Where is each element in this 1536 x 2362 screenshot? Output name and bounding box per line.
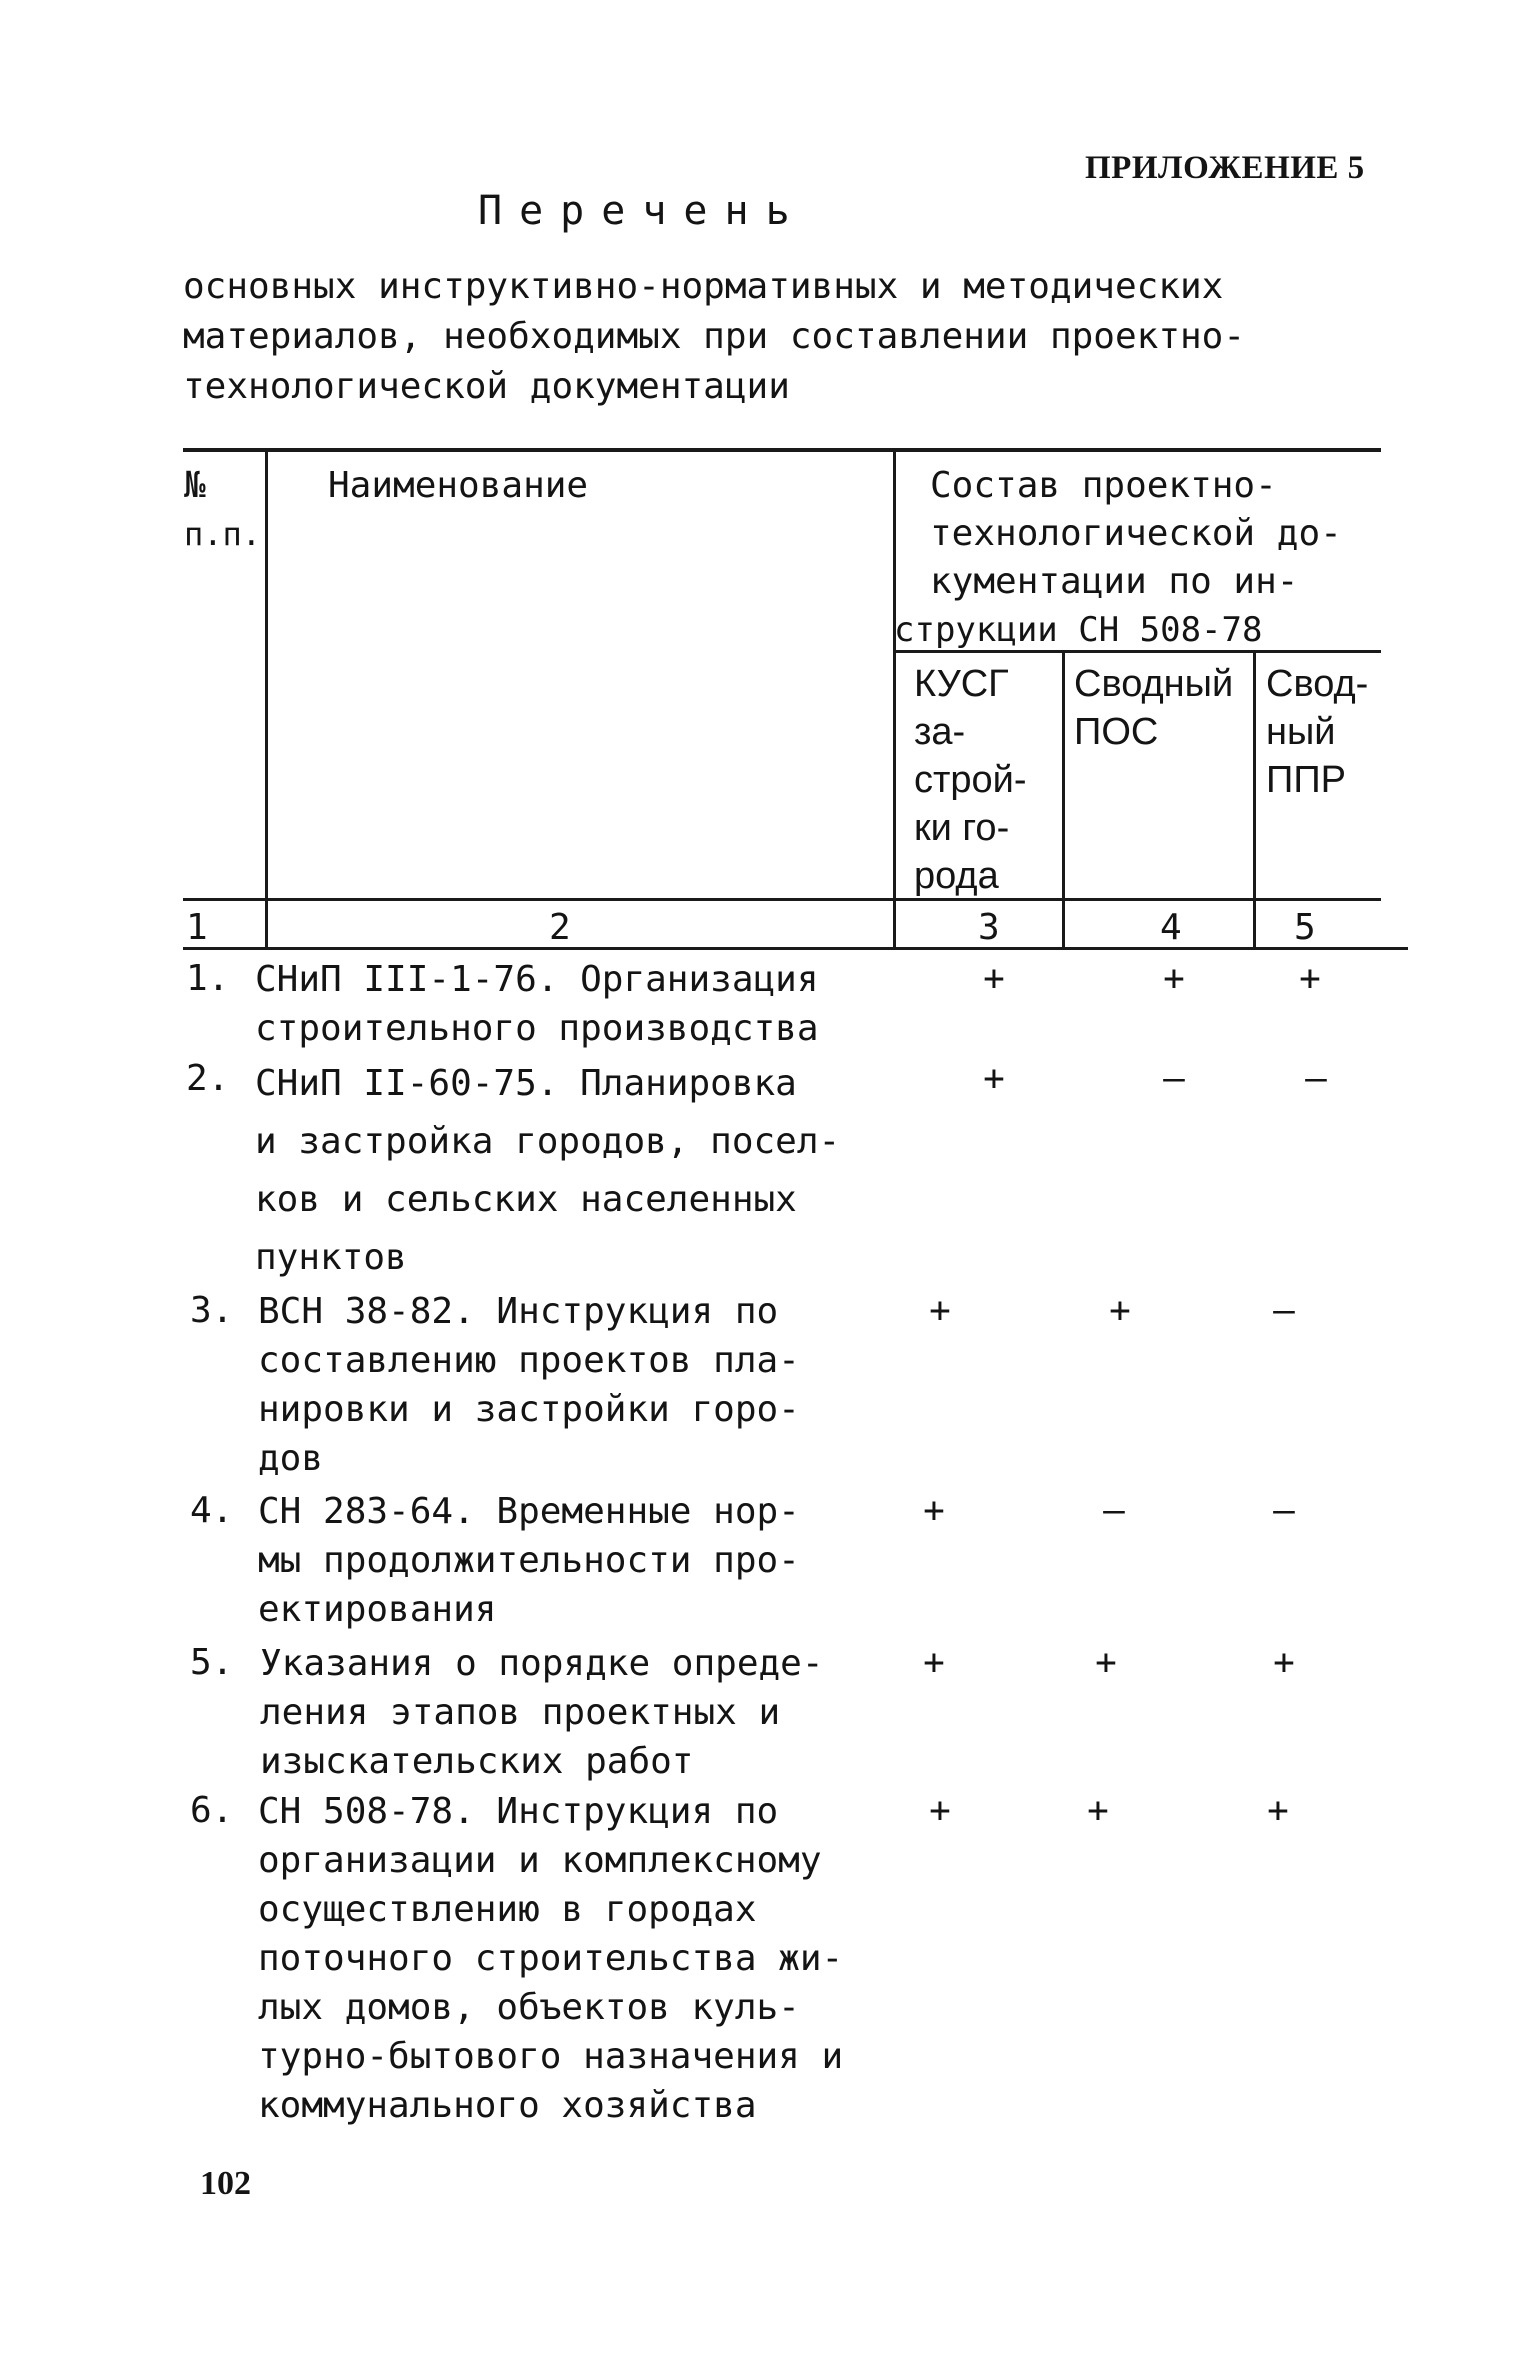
column-number-1: 1 [186, 907, 208, 948]
header-col3-line: рода [914, 855, 999, 897]
header-col5-line: ный [1266, 711, 1336, 753]
row-text [258, 1487, 800, 1634]
row-text-line: дов [258, 1438, 324, 1479]
document-title: Перечень [478, 188, 807, 234]
mark-col3: + [923, 1490, 945, 1531]
mark-col3: + [983, 1058, 1005, 1099]
row-text [255, 955, 819, 1053]
header-col3-line: КУСГ [914, 663, 1009, 705]
row-text-line: поточного строительства жи- [258, 1938, 844, 1979]
header-group-line: Состав проектно- [930, 465, 1277, 506]
col-divider-2 [893, 450, 896, 950]
column-number-3: 3 [978, 907, 1000, 948]
mark-col3: + [929, 1790, 951, 1831]
mark-col3: + [923, 1642, 945, 1683]
mark-col5: – [1273, 1490, 1295, 1531]
row-text [258, 1787, 843, 2130]
column-numbers-rule [183, 947, 1408, 950]
mark-col3: + [983, 958, 1005, 999]
mark-col4: + [1163, 958, 1185, 999]
mark-col4: – [1163, 1058, 1185, 1099]
mark-col5: – [1305, 1058, 1327, 1099]
mark-col4: + [1109, 1290, 1131, 1331]
header-no-symbol: № [184, 465, 206, 506]
header-col5-line: Свод- [1266, 663, 1369, 705]
column-number-5: 5 [1294, 907, 1316, 948]
row-text-line: лых домов, объектов куль- [258, 1987, 800, 2028]
row-number: 3. [190, 1290, 234, 1331]
row-number: 6. [190, 1790, 234, 1831]
mark-col4: + [1095, 1642, 1117, 1683]
col-divider-3 [1062, 652, 1065, 950]
header-group-line: технологической до- [930, 513, 1342, 554]
row-text [255, 1055, 840, 1287]
row-text-line: ления этапов проектных и [260, 1692, 781, 1733]
col-divider-4 [1253, 652, 1256, 950]
row-text-line: СН 508-78. Инструкция по [258, 1791, 779, 1832]
header-col3-line: ки го- [914, 807, 1010, 849]
row-text-line: мы продолжительности про- [258, 1540, 800, 1581]
table-top-rule [183, 448, 1381, 452]
header-col5-line: ППР [1266, 759, 1346, 801]
subtitle-line: основных инструктивно-нормативных и методических [183, 266, 1224, 307]
mark-col4: – [1103, 1490, 1125, 1531]
header-no-abbrev: п.п. [184, 515, 262, 553]
row-text-line: пунктов [255, 1237, 407, 1278]
row-text-line: СН 283-64. Временные нор- [258, 1491, 800, 1532]
header-bottom-rule [183, 898, 1381, 901]
header-group-line: кументации по ин- [930, 561, 1299, 602]
header-col4-line: ПОС [1074, 711, 1159, 753]
row-text-line: Указания о порядке опреде- [260, 1643, 824, 1684]
mark-col5: – [1273, 1290, 1295, 1331]
row-text-line: коммунального хозяйства [258, 2085, 757, 2126]
row-text-line: нировки и застройки горо- [258, 1389, 800, 1430]
header-col3-line: за- [914, 711, 966, 753]
header-col5 [1266, 660, 1368, 804]
row-text-line: СНиП II-60-75. Планировка [255, 1063, 797, 1104]
row-text-line: изыскательских работ [260, 1741, 694, 1782]
subtitle-line: технологической документации [183, 366, 790, 407]
mark-col3: + [929, 1290, 951, 1331]
row-text-line: турно-бытового назначения и [258, 2036, 844, 2077]
row-text-line: осуществлению в городах [258, 1889, 757, 1930]
mark-col5: + [1299, 958, 1321, 999]
header-col4 [1074, 660, 1233, 756]
row-text-line: составлению проектов пла- [258, 1340, 800, 1381]
subtitle-line: материалов, необходимых при составлении проектно- [183, 316, 1246, 357]
mark-col5: + [1273, 1642, 1295, 1683]
row-number: 1. [186, 958, 230, 999]
page-number: 102 [200, 2165, 251, 2202]
document-subtitle [183, 262, 1343, 412]
row-text-line: строительного производства [255, 1008, 819, 1049]
header-name: Наименование [328, 465, 589, 506]
header-col4-line: Сводный [1074, 663, 1234, 705]
header-col3-line: строй- [914, 759, 1027, 801]
mark-col4: + [1087, 1790, 1109, 1831]
row-number: 2. [186, 1058, 230, 1099]
header-group [894, 462, 1342, 654]
row-text [260, 1639, 824, 1786]
header-group-line: струкции СН 508-78 [894, 610, 1263, 650]
row-number: 5. [190, 1642, 234, 1683]
row-text-line: ектирования [258, 1589, 497, 1630]
row-text-line: и застройка городов, посел- [255, 1121, 841, 1162]
column-number-4: 4 [1160, 907, 1182, 948]
row-text-line: ков и сельских населенных [255, 1179, 797, 1220]
row-text-line: ВСН 38-82. Инструкция по [258, 1291, 779, 1332]
mark-col5: + [1267, 1790, 1289, 1831]
column-number-2: 2 [549, 907, 571, 948]
col-divider-1 [265, 450, 268, 950]
row-text-line: СНиП III-1-76. Организация [255, 959, 819, 1000]
row-text-line: организации и комплексному [258, 1840, 822, 1881]
row-number: 4. [190, 1490, 234, 1531]
row-text [258, 1287, 800, 1483]
header-col3 [914, 660, 1027, 900]
appendix-label: ПРИЛОЖЕНИЕ 5 [1085, 150, 1365, 186]
